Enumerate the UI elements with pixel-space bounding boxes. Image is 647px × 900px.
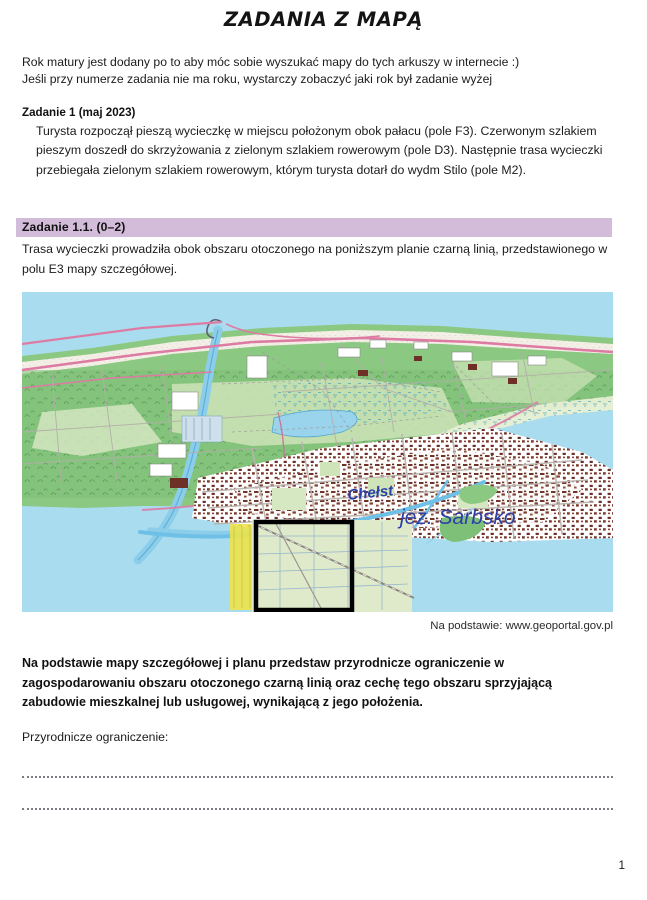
answer-line-1[interactable] [22, 776, 613, 780]
answer-label: Przyrodnicze ograniczenie: [22, 730, 169, 744]
map-figure [22, 292, 613, 612]
map-label-lake: jez. Sarbsko [400, 506, 516, 529]
task-1-body: Turysta rozpoczął pieszą wycieczkę w miejscu położonym obok pałacu (pole F3). Czerwonym szlakiem pieszym doszedł do skrzyżowania z zielonym szlakiem rowerowym (pole D3). Następnie trasa wycieczki przebiegała zielonym szlakiem rowerowym, którym turysta dotarł do wydm Stilo (pole M2). [36, 124, 603, 177]
map-label-layer [22, 292, 613, 612]
page-number: 1 [618, 858, 625, 872]
intro-line-2: Jeśli przy numerze zadania nie ma roku, wystarczy zobaczyć jaki rok był zadanie wyżej [22, 72, 493, 86]
intro-line-1: Rok matury jest dodany po to aby móc sobie wyszukać mapy do tych arkuszy w internecie :) [22, 55, 520, 69]
task-1-1-question: Na podstawie mapy szczegółowej i planu przedstaw przyrodnicze ograniczenie w zagospodarowaniu obszaru otoczonego czarną linią oraz cechę tego obszaru sprzyjającą zabudowie mieszkalnej lub usługowej, wynikającą z jego położenia. [22, 656, 552, 710]
map-source-credit: Na podstawie: www.geoportal.gov.pl [430, 620, 613, 632]
map-label-river: Chełst [346, 482, 395, 504]
task-1-1-heading: Zadanie 1.1. (0–2) [22, 220, 126, 234]
task-1-heading: Zadanie 1 (maj 2023) [22, 106, 136, 119]
page-title: ZADANIA Z MAPĄ [223, 8, 424, 31]
task-1-1-body: Trasa wycieczki prowadziła obok obszaru otoczonego na poniższym planie czarną linią, przedstawionego w polu E3 mapy szczegółowej. [22, 242, 608, 276]
intro-note [22, 54, 622, 88]
answer-line-2[interactable] [22, 808, 613, 812]
